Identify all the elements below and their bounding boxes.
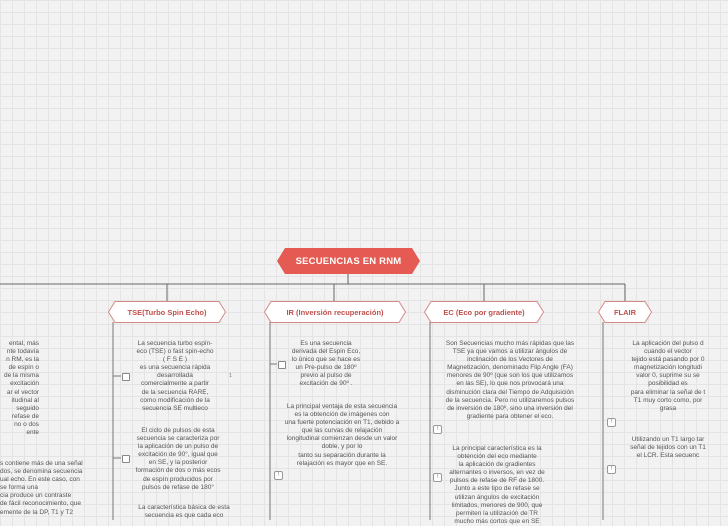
tse-note-3: La característica básica de esta secuencia es que cada eco: [138, 504, 230, 520]
flair-note-2: Utilizando un T1 largo tar señal de tejidos con un T1 el LCR. Esta secuenc: [630, 436, 706, 460]
branch-tse-label: TSE(Turbo Spin Echo): [127, 307, 207, 317]
branch-flair[interactable]: [598, 301, 652, 323]
flair-note-1-info-icon[interactable]: !: [607, 418, 616, 427]
ir-note-1: Es una secuencia derivada del Espin Eco, lo único que se hace es un Pre-pulso de 180º previo al pulso de excitación de 90º .: [291, 340, 361, 388]
tse-note-1-checkbox-icon[interactable]: [122, 373, 130, 381]
left-note-1: ental, más nte todavía n RM, es la de espín o de la misma excitación ar el vector itudinal al seguido refase de no o dos ente: [3, 340, 39, 437]
ir-note-2-info-icon[interactable]: !: [274, 471, 283, 480]
branch-ec-label: EC (Eco por gradiente): [443, 307, 525, 317]
flair-note-2-info-icon[interactable]: !: [607, 465, 616, 474]
tse-note-2-checkbox-icon[interactable]: [122, 455, 130, 463]
branch-ec[interactable]: [424, 301, 544, 323]
ir-note-1-checkbox-icon[interactable]: [278, 361, 286, 369]
root-node-secuencias[interactable]: [277, 248, 420, 274]
tse-note-1-badge: 1: [229, 373, 233, 379]
ir-note-2: La principal ventaja de esta secuencia es la obtención de imágenes con una fuerte potenciación en T1, debido a que las curvas de relajación longitudinal comienzan desde un valor doble, y por lo tanto su separación durante la relajación es mayor que en SE.: [284, 403, 400, 467]
ec-note-2-info-icon[interactable]: !: [433, 473, 442, 482]
branch-ir[interactable]: [264, 301, 406, 323]
ec-note-1-info-icon[interactable]: !: [433, 425, 442, 434]
root-title: SECUENCIAS EN RNM: [295, 255, 402, 267]
branch-flair-label: FLAIR: [613, 307, 637, 317]
tse-note-1: La secuencia turbo espín- eco (TSE) o fast spin-echo ( F S E ) es una secuencia rápida desarrollada comercialmente a partir de la secuencia RARE, como modificación de la secuencia SE multieco: [136, 340, 214, 412]
flair-note-1: La aplicación del pulso d cuando el vector tejido está pasando por 0 magnetización longitudi valor 0, suprime su se posibilidad es para eliminar la señal de t T1 muy corto como, por grasa: [630, 340, 706, 412]
tse-note-2: El ciclo de pulsos de esta secuencia se caracteriza por la aplicación de un pulso de excitación de 90°, igual que en SE, y la posterior formación de dos o más ecos de espín producidos por pulsos de refase de 180°: [135, 427, 221, 491]
branch-tse[interactable]: [108, 301, 226, 323]
ec-note-2: La principal característica es la obtención del eco mediante la aplicación de gradientes alternantes o inversos, en vez de pulsos de refase de RF de 1800. Junto a este tipo de refase se utilizan ángulos de excitación limitados, menores de 900, que permiten la utilización de TR mucho más cortos que en SE: [449, 445, 545, 525]
branch-ir-label: IR (Inversión recuperación): [286, 307, 384, 317]
ec-note-1: Son Secuencias mucho más rápidas que las TSE ya que vamos a utilizar ángulos de inclinación de los Vectores de Magnetización, denominado Flip Angle (FA) menores de 90º (que son los que utilizamos en las SE), lo que nos provocará una disminución clara del Tiempo de Adquisición de la secuencia. Pero no utilizaremos pulsos de inversión de 180º, sino una inversión del gradiente para obtener el eco.: [445, 340, 575, 420]
left-note-2: s contiene más de una señal dos, se denomina secuencia ual echo. En este caso, con se forma una cia produce un contraste de fácil reconocimiento, que emente de la DP, T1 y T2: [0, 460, 83, 516]
